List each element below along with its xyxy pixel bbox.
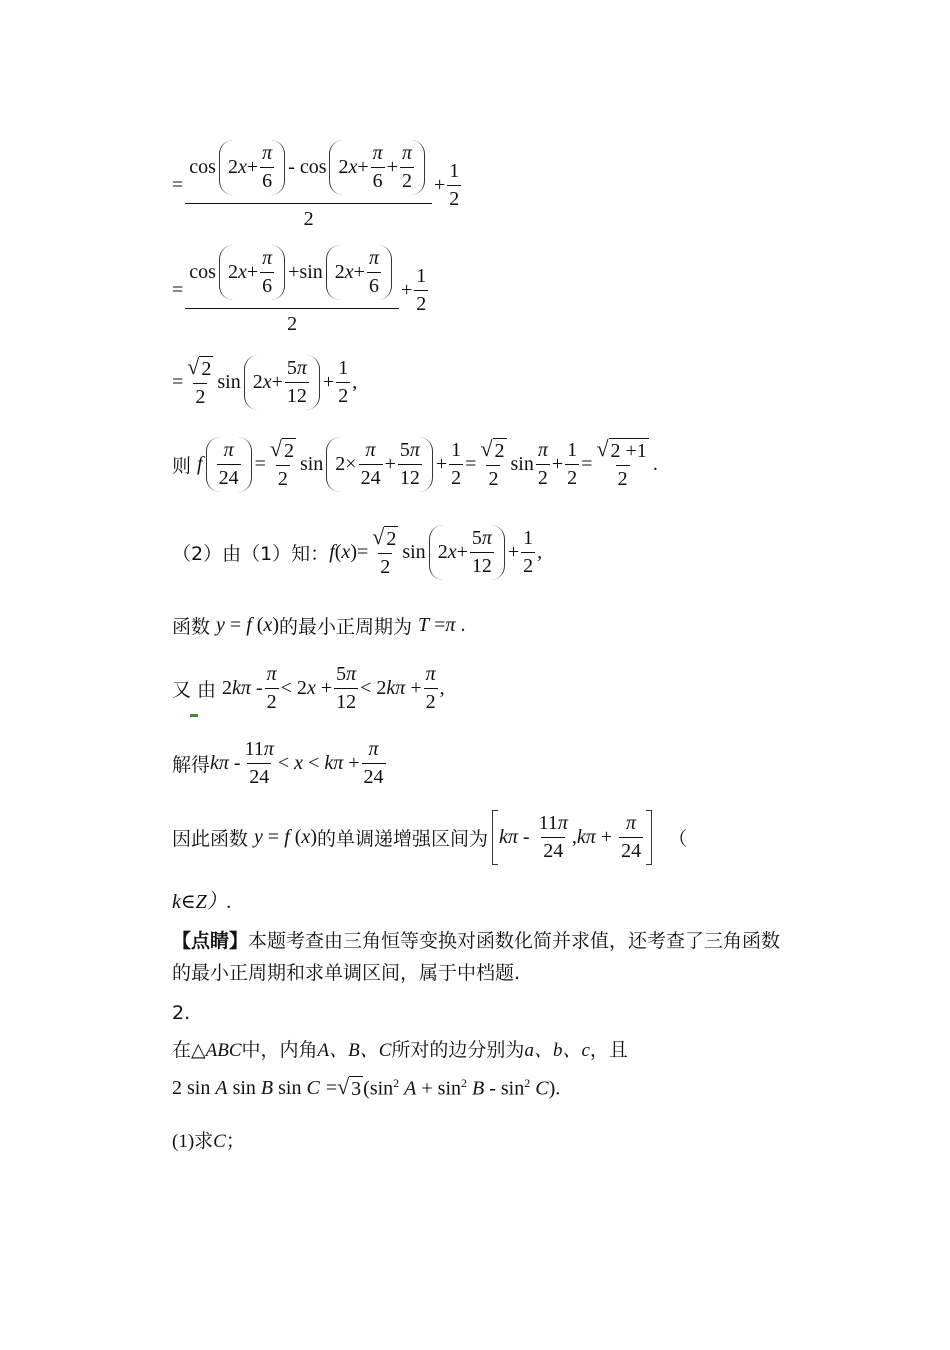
problem-statement bbox=[172, 1034, 782, 1067]
equation-line-3: = √ 2 2 sin 2 x + $\frac{5\pi}{12}$ + $\frac{1}{2}$ , bbox=[172, 354, 358, 408]
problem-text-a: 在△ bbox=[172, 1039, 206, 1061]
line6-mid: 的最小正周期为 bbox=[278, 616, 412, 638]
equation-line-6: 函数 y = f ( x ) 的最小正周期为 T = π . bbox=[172, 614, 466, 638]
equation-line-4: 则 f $\frac{\pi}{24}$ = √ 2 2 sin 2× $\frac{\pi}{24}$ + $\frac{5\pi}{12}$ + $\frac{1}{2}$ = √ 2 2 sin $\frac{\pi}{2}$ + $\frac{1}{2}$ = √ 2 +1 2 . bbox=[172, 436, 658, 490]
integer-condition: k∈Z）. bbox=[172, 891, 232, 913]
comment-body: 本题考查由三角恒等变换对函数化简并求值，还考查了三角函数的最小正周期和求单调区间，属于中档题. bbox=[172, 930, 781, 984]
question-1-var: C bbox=[213, 1131, 226, 1152]
problem-equation: 2 sin A sin B sin C = √ 3 ($\sin^2$ $A + \sin^2 B - \sin^2 C$). bbox=[172, 1074, 561, 1100]
equation-line-7: 又 由 2kπ - $\frac{\pi}{2}$ < 2x + $\frac{5\pi}{12}$ < 2kπ + $\frac{\pi}{2}$ , bbox=[172, 663, 445, 713]
problem-text-b: 中，内角 bbox=[241, 1039, 318, 1061]
question-1-text: (1)求 bbox=[172, 1131, 214, 1152]
problem-text-c: 所对的边分别为 bbox=[391, 1039, 525, 1061]
equation-line-8: 解得 kπ - $\frac{11\pi}{24}$ < x < kπ + $\frac{\pi}{24}$ bbox=[172, 738, 384, 788]
line8-prefix: 解得 bbox=[172, 754, 211, 776]
equation-line-5: （2）由（1）知： f (x) = √ 2 2 sin 2 x + $\frac{5\pi}{12}$ + $\frac{1}{2}$ , bbox=[172, 524, 543, 578]
equation-line-2: = cos 2 x + $\frac{\pi}{6}$ +sin 2 x + $\frac{\pi}{6}$ 2 + $\frac{1}{2}$ bbox=[172, 247, 427, 335]
line9-mid: 的单调递增强区间为 bbox=[316, 828, 488, 850]
line9-prefix: 因此函数 bbox=[172, 828, 249, 850]
angle-vars: A、B、C bbox=[317, 1040, 392, 1061]
problem-text-d: ，且 bbox=[589, 1039, 628, 1061]
problem-number: 2. bbox=[172, 1002, 191, 1024]
line5-prefix: （2）由（1）知： bbox=[172, 543, 330, 565]
question-1 bbox=[172, 1126, 782, 1158]
question-1-end: ； bbox=[225, 1131, 245, 1152]
comment-paragraph bbox=[172, 925, 782, 989]
equation-line-10 bbox=[172, 885, 232, 914]
line9-suffix: （ bbox=[668, 828, 688, 850]
side-vars: a、b、c bbox=[524, 1040, 590, 1061]
line4-prefix: 则 bbox=[172, 455, 192, 477]
line6-prefix: 函数 bbox=[172, 616, 211, 638]
equation-line-1: = cos 2 x + $\frac{\pi}{6}$ - cos 2 x + $\frac{\pi}{6}$ + $\frac{\pi}{2}$ 2 + $\frac{1}{2}$ bbox=[172, 142, 460, 230]
equation-line-9: 因此函数 y = f ( x ) 的单调递增强区间为 kπ - $\frac{11\pi}{24}$ , kπ + $\frac{\pi}{24}$ （ bbox=[172, 810, 687, 865]
comment-tag: 【点睛】 bbox=[172, 930, 249, 952]
green-mark bbox=[190, 714, 198, 717]
line7-prefix: 又 由 bbox=[172, 679, 217, 701]
triangle-name: ABC bbox=[205, 1040, 242, 1061]
